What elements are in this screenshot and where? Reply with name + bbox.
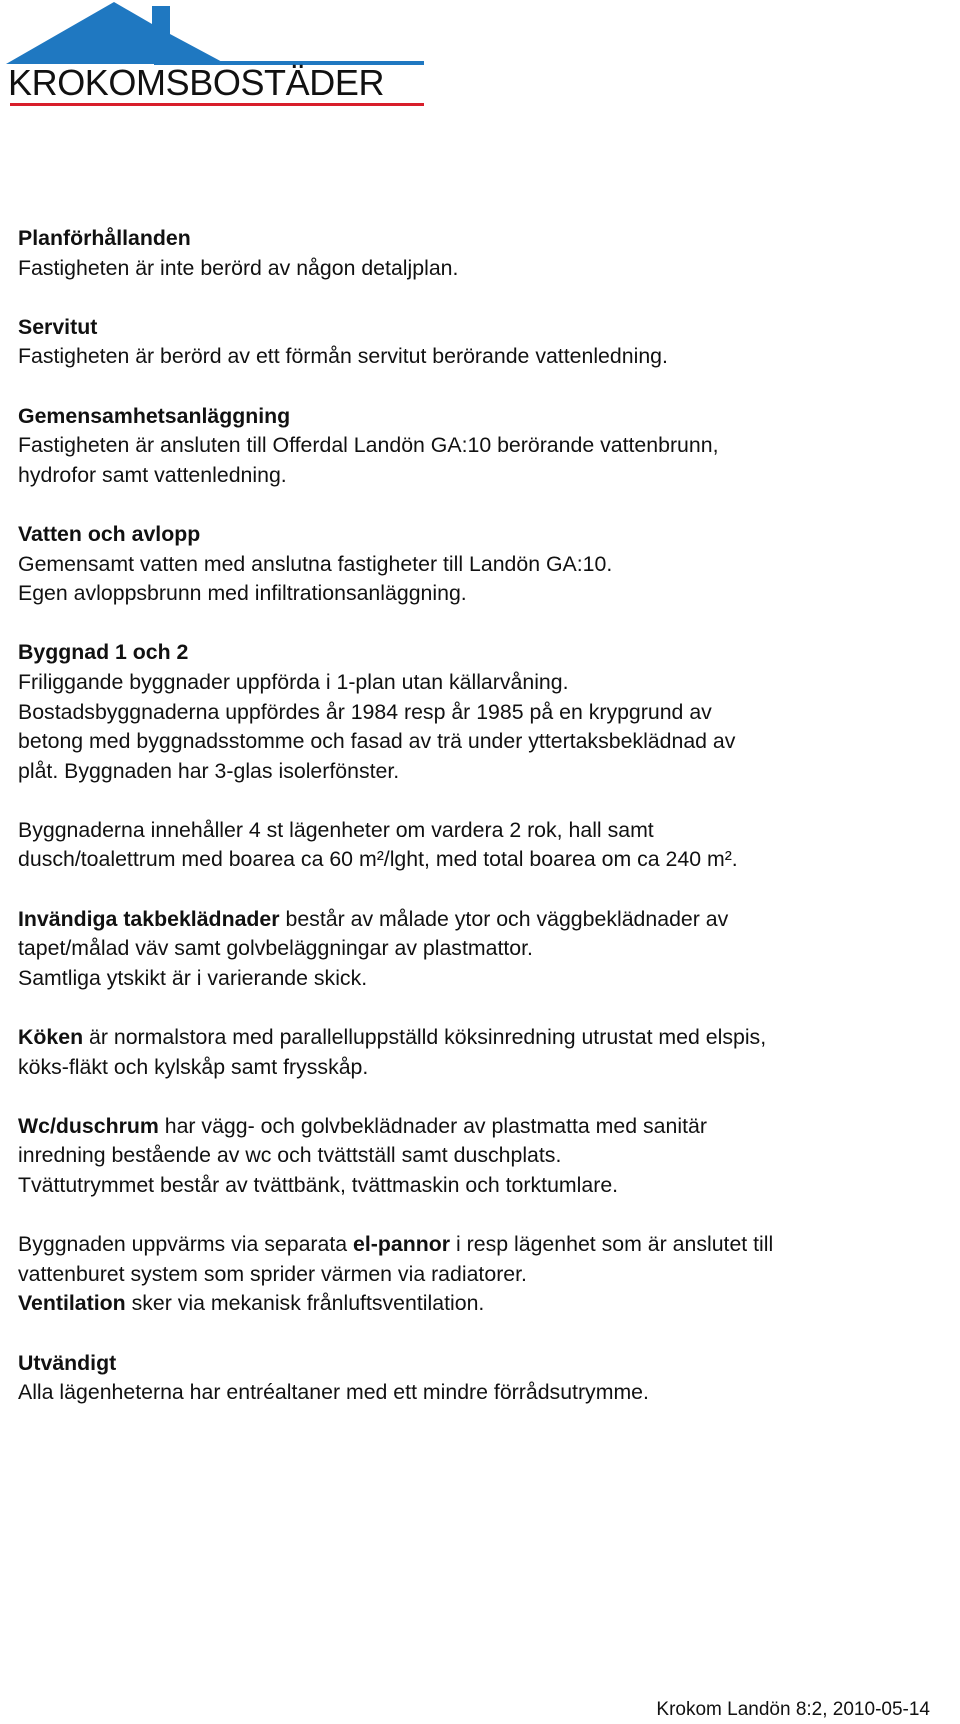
inline-text: har vägg- och golvbeklädnader av plastmatta med sanitär [158,1113,707,1138]
paragraph-line: hydrofor samt vattenledning. [18,462,287,487]
paragraph-line: Fastigheten är berörd av ett förmån servitut berörande vattenledning. [18,344,668,369]
section-heading: Byggnad 1 och 2 [18,640,189,665]
section-koken [18,1023,948,1082]
inline-term: el-pannor [353,1232,451,1257]
page-footer: Krokom Landön 8:2, 2010-05-14 [656,1699,930,1720]
inline-term: Invändiga takbeklädnader [18,906,280,931]
inline-term: Wc/duschrum [18,1113,159,1138]
inline-text: består av målade ytor och väggbeklädnader av [279,906,729,931]
paragraph-line [18,905,948,935]
paragraph-line: Egen avloppsbrunn med infiltrationsanläggning. [18,581,467,606]
section-invandiga [18,905,948,994]
inline-text: är normalstora med parallelluppställd köksinredning utrustat med elspis, [83,1025,767,1050]
inline-term: Köken [18,1025,84,1050]
inline-text: Byggnaden uppvärms via separata [18,1232,354,1257]
section-utvandigt [18,1349,948,1408]
inline-text: i resp lägenhet som är anslutet till [450,1232,774,1257]
company-name: KROKOMSBOSTÄDER [8,62,385,103]
paragraph-line [18,1230,948,1260]
paragraph-line: Fastigheten är inte berörd av någon detaljplan. [18,255,459,280]
inline-term: Ventilation [18,1291,126,1316]
paragraph-line: Bostadsbyggnaderna uppfördes år 1984 resp år 1985 på en krypgrund av [18,699,712,724]
paragraph-line: betong med byggnadsstomme och fasad av trä under yttertaksbeklädnad av [18,729,736,754]
section-vatten-och-avlopp [18,520,948,609]
paragraph-line: plåt. Byggnaden har 3-glas isolerfönster. [18,758,400,783]
inline-text: sker via mekanisk frånluftsventilation. [125,1291,485,1316]
paragraph-line: dusch/toalettrum med boarea ca 60 m²/lght, med total boarea om ca 240 m². [18,847,738,872]
section-gemensamhetsanlaggning [18,402,948,491]
paragraph-line: Alla lägenheterna har entréaltaner med ett mindre förrådsutrymme. [18,1380,649,1405]
paragraph-line [18,1023,948,1053]
section-lagenheter [18,816,948,875]
paragraph-line: Samtliga ytskikt är i varierande skick. [18,965,368,990]
company-logo [4,0,424,110]
paragraph-line [18,1289,948,1319]
section-uppvarmning [18,1230,948,1319]
section-heading: Gemensamhetsanläggning [18,403,291,428]
section-planforhallanden [18,224,948,283]
paragraph-line: tapet/målad väv samt golvbeläggningar av plastmattor. [18,936,533,961]
section-wc-duschrum [18,1112,948,1201]
paragraph-line: vattenburet system som sprider värmen via radiatorer. [18,1261,527,1286]
section-byggnad [18,638,948,786]
section-heading: Planförhållanden [18,226,191,250]
paragraph-line: Friliggande byggnader uppförda i 1-plan utan källarvåning. [18,669,569,694]
section-heading: Utvändigt [18,1350,117,1375]
document-body [18,224,948,1437]
section-heading: Servitut [18,314,98,339]
section-heading: Vatten och avlopp [18,521,201,546]
paragraph-line: inredning bestående av wc och tvättställ samt duschplats. [18,1143,562,1168]
paragraph-line: köks-fläkt och kylskåp samt frysskåp. [18,1054,369,1079]
paragraph-line: Tvättutrymmet består av tvättbänk, tvättmaskin och torktumlare. [18,1173,619,1197]
paragraph-line: Gemensamt vatten med anslutna fastigheter till Landön GA:10. [18,551,613,576]
section-servitut [18,313,948,372]
paragraph-line: Byggnaderna innehåller 4 st lägenheter om vardera 2 rok, hall samt [18,817,654,842]
logo-underline [10,103,424,106]
paragraph-line: Fastigheten är ansluten till Offerdal Landön GA:10 berörande vattenbrunn, [18,433,719,458]
paragraph-line [18,1112,948,1142]
